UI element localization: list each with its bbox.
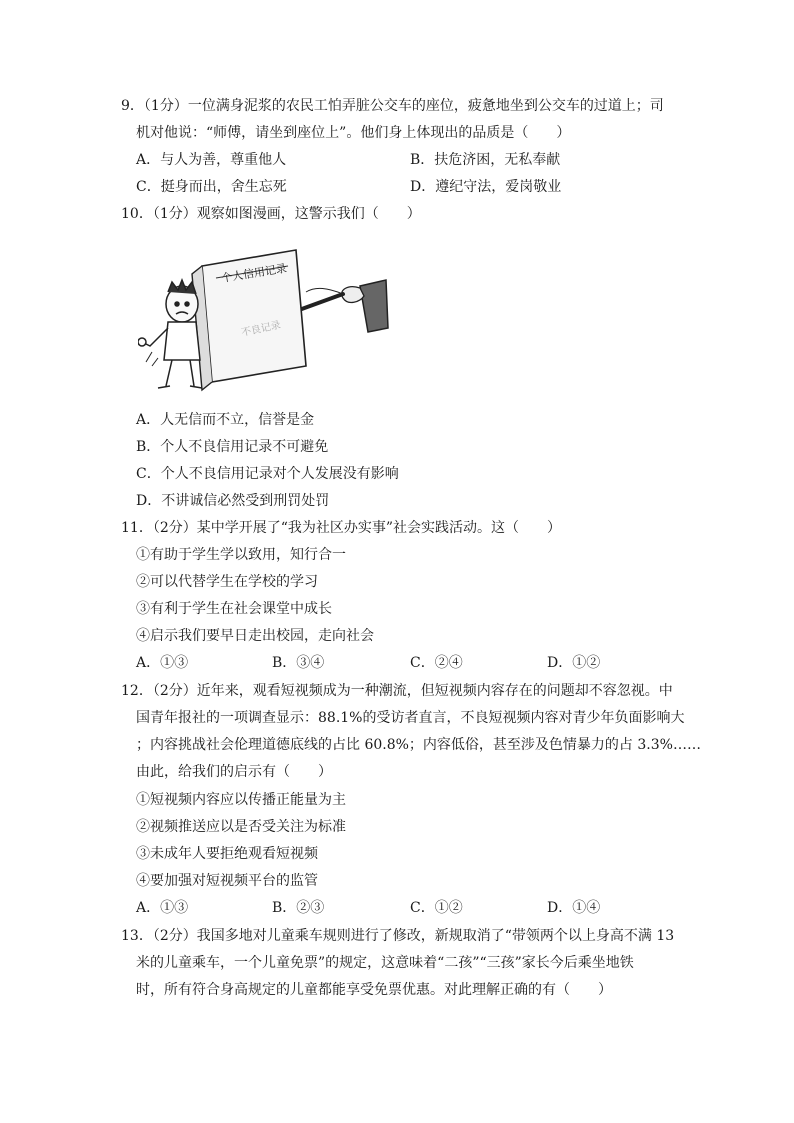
q13-stem-line-1: 13．（2分）我国多地对儿童乘车规则进行了修改，新规取消了“带领两个以上身高不满 13 <box>121 928 675 944</box>
q10-option-b: B．个人不良信用记录不可避免 <box>136 439 329 455</box>
q12-stem-line-1: 12．（2分）近年来，观看短视频成为一种潮流，但短视频内容存在的问题却不容忽视。中 <box>121 683 673 699</box>
credit-record-book-icon <box>192 250 306 390</box>
q12-option-d: D．①④ <box>547 900 601 916</box>
q12-option-a: A．①③ <box>136 900 189 916</box>
q13-stem-line-3: 时，所有符合身高规定的儿童都能享受免票优惠。对此理解正确的有（ ） <box>136 982 612 998</box>
stamp-text: 不良记录 <box>240 319 282 339</box>
q9-stem-line-2: 机对他说：“师傅，请坐到座位上”。他们身上体现出的品质是（ ） <box>136 125 571 141</box>
q11-stem: 11．（2分）某中学开展了“我为社区办实事”社会实践活动。这（ ） <box>121 520 562 536</box>
q13-stem-line-2: 米的儿童乘车，一个儿童免票”的规定，这意味着“二孩”“三孩”家长今后乘坐地铁 <box>136 955 634 971</box>
q12-option-b: B．②③ <box>272 900 325 916</box>
q9-option-d: D．遵纪守法，爱岗敬业 <box>410 179 562 195</box>
q11-statement-1: ①有助于学生学以致用，知行合一 <box>136 547 346 563</box>
q11-statement-2: ②可以代替学生在学校的学习 <box>136 574 318 590</box>
book-label: 个人信用记录 <box>220 261 288 285</box>
q12-stem-line-2: 国青年报社的一项调查显示：88.1%的受访者直言，不良短视频内容对青少年负面影响大 <box>136 710 685 726</box>
q11-option-b: B．③④ <box>272 655 325 671</box>
q10-option-a: A．人无信而不立，信誉是金 <box>136 412 315 428</box>
credit-record-comic-image <box>138 236 390 396</box>
q11-option-c: C．②④ <box>410 655 463 671</box>
q9-option-c: C．挺身而出，舍生忘死 <box>136 179 287 195</box>
q12-statement-1: ①短视频内容应以传播正能量为主 <box>136 792 346 808</box>
q11-option-d: D．①② <box>547 655 601 671</box>
q12-stem-line-4: 由此，给我们的启示有（ ） <box>136 764 332 780</box>
q9-option-b: B．扶危济困，无私奉献 <box>410 152 561 168</box>
cartoon-man-icon <box>138 280 202 388</box>
q12-stem-line-3: ；内容挑战社会伦理道德底线的占比 60.8%；内容低俗，甚至涉及色情暴力的占 3.3%…… <box>136 737 701 753</box>
q9-stem-line-1: 9．（1分）一位满身泥浆的农民工怕弄脏公交车的座位，疲惫地坐到公交车的过道上；司 <box>121 98 664 114</box>
q10-option-d: D．不讲诚信必然受到刑罚处罚 <box>136 493 330 509</box>
q11-statement-3: ③有利于学生在社会课堂中成长 <box>136 601 332 617</box>
q12-statement-2: ②视频推送应以是否受关注为标准 <box>136 819 346 835</box>
q10-option-c: C．个人不良信用记录对个人发展没有影响 <box>136 466 399 482</box>
q11-option-a: A．①③ <box>136 655 189 671</box>
q12-option-c: C．①② <box>410 900 463 916</box>
q12-statement-3: ③未成年人要拒绝观看短视频 <box>136 846 318 862</box>
q10-stem: 10．（1分）观察如图漫画，这警示我们（ ） <box>121 206 421 222</box>
sleeve <box>360 280 388 332</box>
q12-statement-4: ④要加强对短视频平台的监管 <box>136 873 318 889</box>
hand <box>342 287 364 303</box>
q11-statement-4: ④启示我们要早日走出校园，走向社会 <box>136 628 374 644</box>
q9-option-a: A．与人为善，尊重他人 <box>136 152 287 168</box>
